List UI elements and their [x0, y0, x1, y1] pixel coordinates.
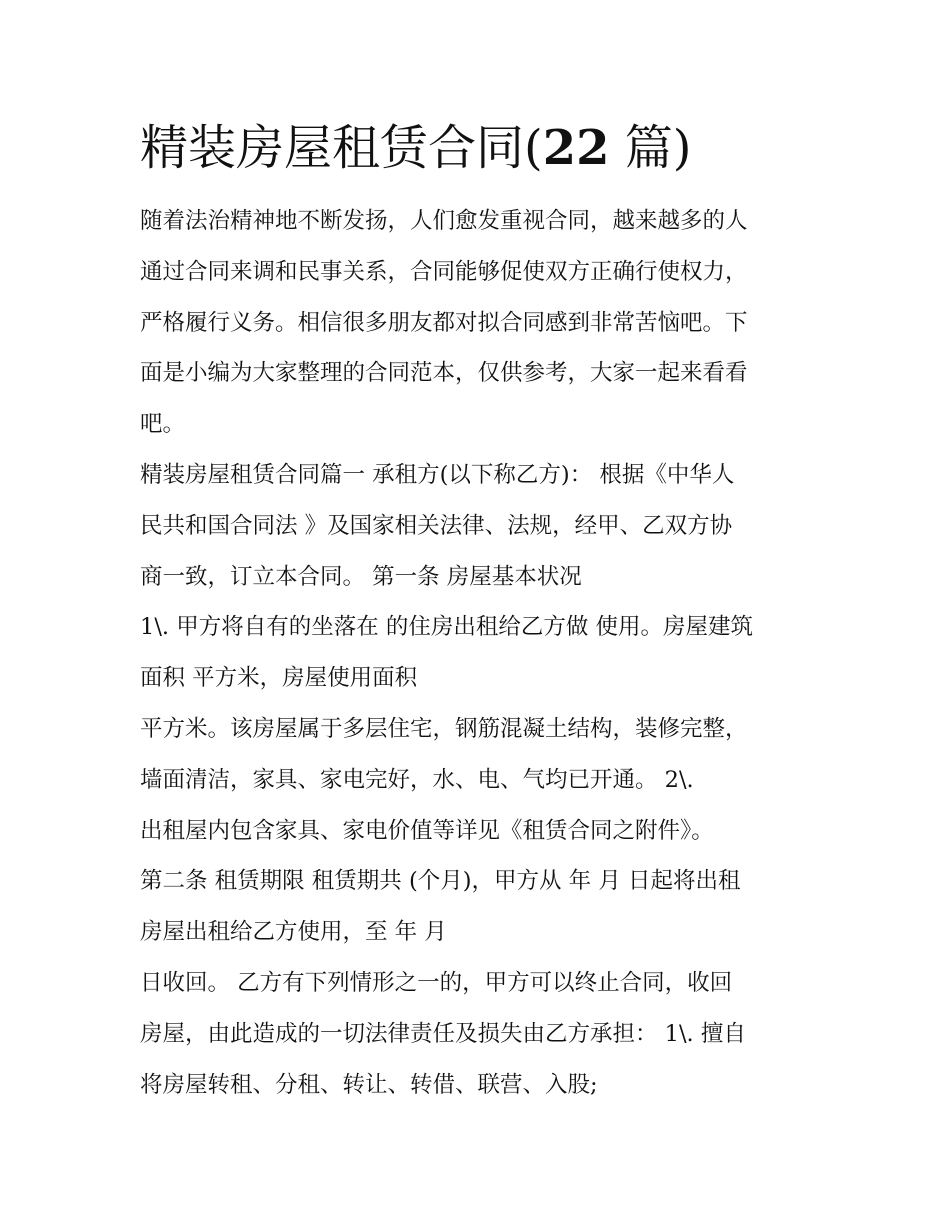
body-line: 房屋，由此造成的一切法律责任及损失由乙方承担： 1\. 擅自 — [140, 1020, 746, 1047]
title-number: 22 — [542, 120, 610, 176]
document-title — [140, 112, 820, 184]
body-line: 1\. 甲方将自有的坐落在 的住房出租给乙方做 使用。房屋建筑 — [140, 614, 754, 641]
body-line: 墙面清洁，家具、家电完好，水、电、气均已开通。 2\. — [140, 766, 694, 793]
body-line: 随着法治精神地不断发扬，人们愈发重视合同，越来越多的人 — [140, 208, 748, 234]
title-text-end: 篇) — [609, 120, 692, 176]
document-page — [140, 112, 820, 1098]
body-line: 商一致，订立本合同。 第一条 房屋基本状况 — [140, 563, 582, 590]
body-line: 面是小编为大家整理的合同范本，仅供参考，大家一起来看看 — [140, 360, 748, 387]
body-line: 日收回。 乙方有下列情形之一的，甲方可以终止合同，收回 — [140, 969, 733, 996]
body-line: 将房屋转租、分租、转让、转借、联营、入股; — [140, 1071, 598, 1098]
document-body — [140, 196, 753, 1110]
body-line: 面积 平方米，房屋使用面积 — [140, 665, 418, 692]
body-line: 房屋出租给乙方使用，至 年 月 — [140, 919, 447, 946]
body-line: 通过合同来调和民事关系，合同能够促使双方正确行使权力， — [140, 258, 748, 285]
body-line: 吧。 — [140, 411, 186, 438]
body-line: 第二条 租赁期限 租赁期共 (个月)，甲方从 年 月 日起将出租 — [140, 868, 741, 895]
body-line: 精装房屋租赁合同篇一 承租方(以下称乙方)： 根据《中华人 — [140, 461, 735, 488]
title-text-start: 精装房屋租赁合同( — [140, 120, 543, 176]
body-line: 出租屋内包含家具、家电价值等详见《租赁合同之附件》。 — [140, 817, 714, 844]
body-line: 民共和国合同法 》及国家相关法律、法规，经甲、乙双方协 — [140, 512, 733, 539]
body-line: 严格履行义务。相信很多朋友都对拟合同感到非常苦恼吧。下 — [140, 309, 748, 336]
body-line: 平方米。该房屋属于多层住宅，钢筋混凝土结构，装修完整， — [140, 715, 748, 742]
